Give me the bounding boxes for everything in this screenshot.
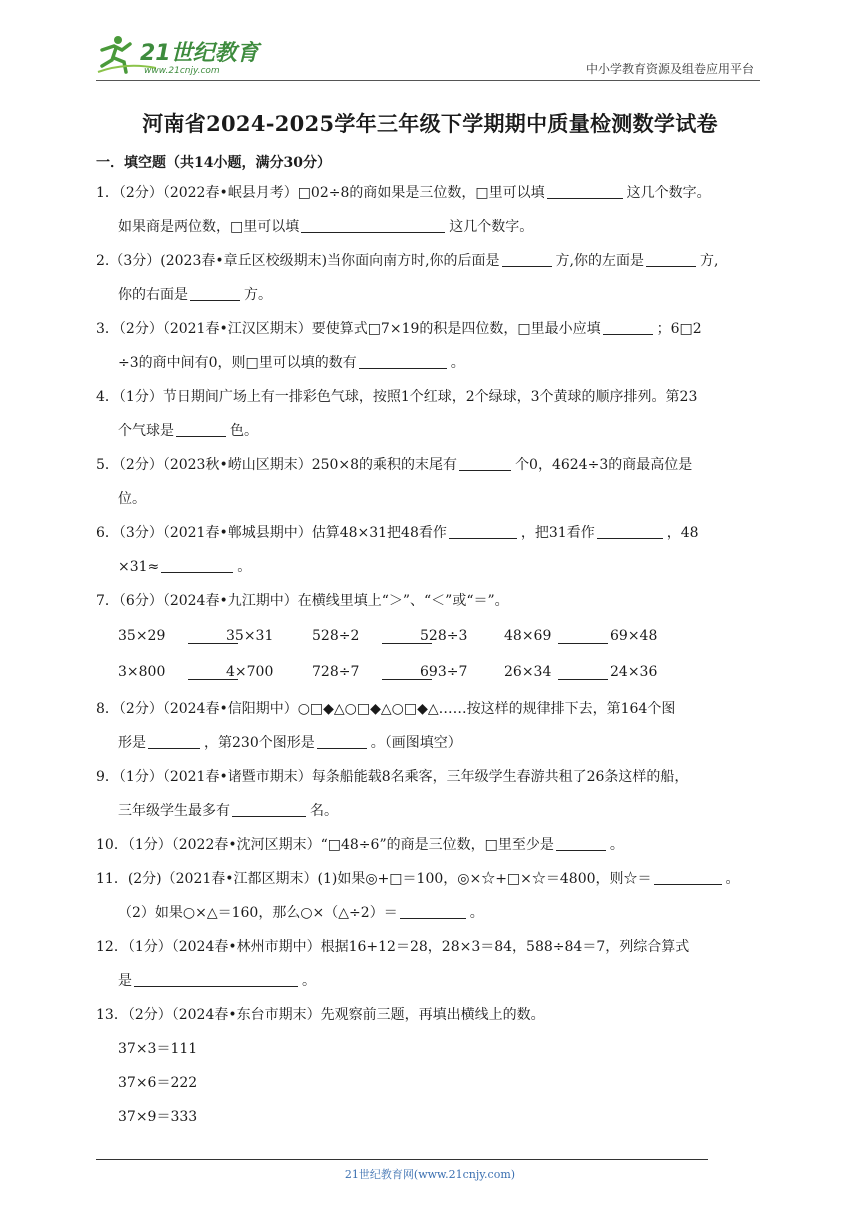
answer-blank[interactable] [449,524,517,539]
question-5-line-1: 5．（2分）（2023秋•崂山区期末）250×8的乘积的末尾有 个0，4624÷3的商最高位是 [96,457,693,473]
question-7: 7．（6分）（2024春•九江期中）在横线里填上“＞”、“＜”或“＝”。 [96,593,509,609]
answer-blank[interactable] [547,184,623,199]
question-11-line-2: （2）如果○×△＝160，那么○×（△÷2）＝ 。 [118,905,484,921]
question-6-line-1: 6．（3分）（2021春•郸城县期中）估算48×31把48看作 ，把31看作 ，48 [96,525,699,541]
example-line-3: 37×9＝333 [118,1109,198,1125]
question-1-line-1: 1．（2分）（2022春•岷县月考）□02÷8的商如果是三位数，□里可以填 这几个数字。 [96,185,711,201]
answer-blank[interactable] [232,802,306,817]
page-header [96,28,760,80]
answer-blank[interactable] [556,836,606,851]
answer-blank[interactable] [190,286,240,301]
answer-blank[interactable] [558,629,608,644]
question-11-line-1: 11．(2分)（2021春•江都区期末）(1)如果◎+□＝100，◎×☆+□×☆＝4800，则☆＝ 。 [96,871,740,887]
question-9-line-2: 三年级学生最多有 名。 [118,803,338,819]
question-8-line-2: 形是 ，第230个图形是 。（画图填空） [118,735,462,751]
page-footer: 21世纪教育网(www.21cnjy.com) [344,1168,516,1181]
answer-blank[interactable] [646,252,696,267]
answer-blank[interactable] [301,218,445,233]
question-4-line-1: 4．（1分）节日期间广场上有一排彩色气球，按照1个红球，2个绿球，3个黄球的顺序排列。第23 [96,389,698,405]
svg-text:www.21cnjy.com: www.21cnjy.com [144,66,220,76]
example-line-2: 37×6＝222 [118,1075,198,1091]
answer-blank[interactable] [603,320,653,335]
answer-blank[interactable] [148,734,200,749]
answer-blank[interactable] [317,734,367,749]
answer-blank[interactable] [502,252,552,267]
question-10: 10．（1分）（2022春•沈河区期末）“□48÷6”的商是三位数，□里至少是 。 [96,837,624,853]
question-1-line-2: 如果商是两位数，□里可以填 这几个数字。 [118,219,534,235]
svg-text:21世纪教育: 21世纪教育 [140,41,259,66]
example-line-1: 37×3＝111 [118,1041,198,1057]
answer-blank[interactable] [400,904,466,919]
question-12-line-1: 12．（1分）（2024春•林州市期中）根据16+12＝28，28×3＝84，588÷84＝7，列综合算式 [96,939,690,955]
answer-blank[interactable] [597,524,663,539]
question-4-line-2: 个气球是 色。 [118,423,258,439]
question-12-line-2: 是 。 [118,973,316,989]
question-3-line-1: 3．（2分）（2021春•江汉区期末）要使算式□7×19的积是四位数，□里最小应填 ；6□2 [96,321,702,337]
question-9-line-1: 9．（1分）（2021春•诸暨市期末）每条船能载8名乘客，三年级学生春游共租了26条这样的船， [96,769,689,785]
question-2-line-2: 你的右面是 方。 [118,287,272,303]
question-13: 13．（2分）（2024春•东台市期末）先观察前三题，再填出横线上的数。 [96,1007,545,1023]
answer-blank[interactable] [558,665,608,680]
header-divider [96,80,760,81]
page-title: 河南省2024-2025学年三年级下学期期中质量检测数学试卷 [142,111,718,136]
section-heading: 一．填空题（共14小题，满分30分） [96,155,331,171]
answer-blank[interactable] [654,870,722,885]
answer-blank[interactable] [161,558,233,573]
question-2-line-1: 2.（3分）(2023春•章丘区校级期末)当你面向南方时,你的后面是 方,你的左面是 方, [96,253,719,269]
document-page: 21世纪教育 www.21cnjy.com 中小学教育资源及组卷应用平台 河南省2024-2025学年三年级下学期期中质量检测数学试卷 一．填空题（共14小题，满分30分） 1．（2分）（2022春•岷县月考）□02÷8的商如果是三位数，□里可以填 这几个数字。 如果商是两位数，□里可以填 这几个数字。 2.（3分）(2023春•章丘区校级期末)当你面向南方时,你的后面是 方,你的左面是 方, 你的右面是 方。 3．（2分）（2021春•江汉区期末）要使算式□7×19的积是四位数，□里最小应填 ；6□2 ÷3的商中间有0，则□里可以填的数有 。 4．（1分）节日期间广场上有一排彩色气球，按照1个红球，2个绿球，3个黄球的顺序排列。第23 个气球是 色。 5．（2分）（2023秋•崂山区期末）250×8的乘积的末尾有 个0，4624÷3的商最高位是 位。 6．（3分）（2021春•郸城县期中）估算48×31把48看作 ，把31看作 ，48 ×31≈ 。 7．（6分）（2024春•九江期中）在横线里填上“＞”、“＜”或“＝”。 35×29 35×31 528÷2 528÷3 48×69 69×48 3×800 4×700 728÷7 693÷7 26×34 24×36 8．（2分）（2024春•信阳期中）○□◆△○□◆△○□◆△……按这样的规律排下去，第164个图 形是 ，第230个图形是 。（画图填空） 9．（1分）（2021春•诸暨市期末）每条船能载8名乘客，三年级学生春游共租了26条这样的船， 三年级学生最多有 名。 10．（1分）（2022春•沈河区期末）“□48÷6”的商是三位数，□里至少是 。 11．(2分)（2021春•江都区期末）(1)如果◎+□＝100，◎×☆+□×☆＝4800，则☆＝ 。 （2）如果○×△＝160，那么○×（△÷2）＝ 。 12．（1分）（2024春•林州市期中）根据16+12＝28，28×3＝84，588÷84＝7，列综合算式 是 。 13．（2分）（2024春•东台市期末）先观察前三题，再填出横线上的数。 37×3＝111 37×6＝222 37×9＝333 21世纪教育网(www.21cnjy.com) [0,0,860,1216]
answer-blank[interactable] [359,354,447,369]
logo [96,32,266,76]
footer-divider [96,1159,708,1160]
question-3-line-2: ÷3的商中间有0，则□里可以填的数有 。 [118,355,465,371]
answer-blank[interactable] [459,456,511,471]
question-5-line-2: 位。 [118,491,146,507]
question-6-line-2: ×31≈ 。 [118,559,252,575]
question-8-line-1: 8．（2分）（2024春•信阳期中）○□◆△○□◆△○□◆△……按这样的规律排下去，第164个图 [96,701,676,717]
answer-blank[interactable] [134,972,298,987]
platform-name: 中小学教育资源及组卷应用平台 [585,62,754,76]
answer-blank[interactable] [176,422,226,437]
